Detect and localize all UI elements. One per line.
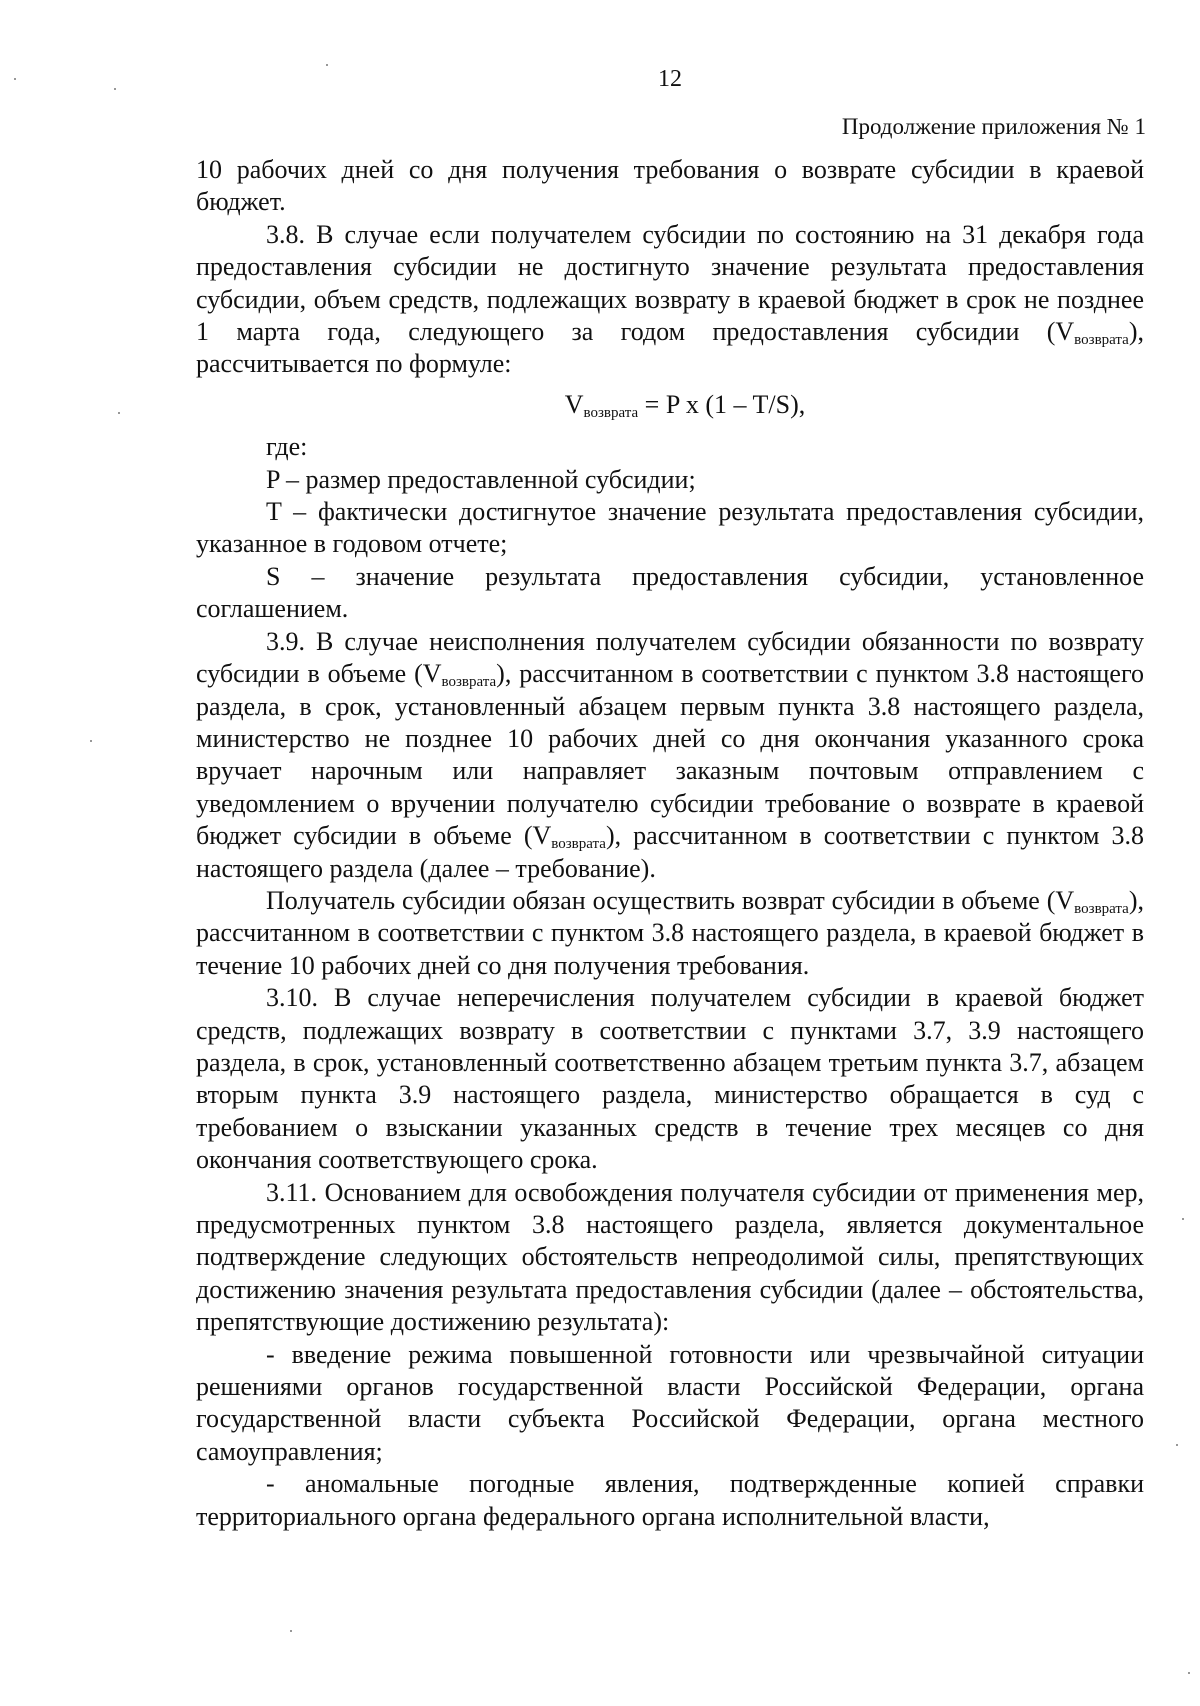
paragraph-text: ), рассчитанном в соответствии с пунктом 3.8 настоящего раздела, в срок, установленный абзацем первым пункта 3.8 настоящего раздела, министерство не позднее 10 рабочих дней со дня окончания указанного срока вручает нарочным или направляет заказным почтовым отправлением с уведомлением о вручении получателю субсидии требование о возврате в краевой бюджет субсидии в объеме (V (196, 659, 1144, 851)
paragraph-3-8 (196, 219, 1144, 381)
scan-speck (1188, 1672, 1190, 1674)
paragraph-3-9 (196, 626, 1144, 885)
subscript-label: возврата (551, 836, 606, 853)
document-body (196, 154, 1144, 1533)
scan-speck (290, 1630, 292, 1632)
subscript-label: возврата (1074, 900, 1129, 917)
subscript-label: возврата (1074, 332, 1129, 349)
scan-speck (90, 740, 92, 742)
paragraph-text: ), рассчитывается по формуле: (196, 317, 1144, 379)
definition-t: T – фактически достигнутое значение результата предоставления субсидии, указанное в годовом отчете; (196, 497, 1144, 559)
definition-p: P – размер предоставленной субсидии; (266, 464, 696, 494)
scan-speck (114, 88, 116, 90)
paragraph-text: ), рассчитанном в соответствии с пунктом 3.8 настоящего раздела (далее – требование). (196, 821, 1145, 883)
paragraph-text: 3.9. В случае неисполнения получателем субсидии обязанности по возврату субсидии в объеме (V (196, 626, 1144, 689)
return-formula (196, 389, 1144, 421)
paragraph-3-11: 3.11. Основанием для освобождения получателя субсидии от применения мер, предусмотренных пунктом 3.8 настоящего раздела, является документальное подтверждение следующих обстоятельств непреодолимой силы, препятствующих достижению значения результата предоставления субсидии (далее – обстоятельства, препятствующие достижению результата): (196, 1177, 1144, 1337)
scan-speck (14, 78, 16, 80)
formula-expression: = P x (1 – T/S), (638, 389, 806, 419)
paragraph-continuation: 10 рабочих дней со дня получения требования о возврате субсидии в краевой бюджет. (196, 155, 1144, 217)
formula-variable: V (564, 389, 584, 419)
subscript-label: возврата (583, 404, 639, 421)
scan-speck (118, 412, 120, 414)
page-number: 12 (658, 66, 682, 92)
scan-speck (326, 64, 328, 66)
scan-speck (1182, 1218, 1184, 1220)
paragraph-text: 3.8. В случае если получателем субсидии по состоянию на 31 декабря года предоставления субсидии не достигнуто значение результата предоставления субсидии, объем средств, подлежащих возврату в краевой бюджет в срок не позднее 1 марта года, следующего за годом предоставления субсидии (V (196, 219, 1144, 347)
subscript-label: возврата (441, 674, 497, 691)
list-item-weather-events: - аномальные погодные явления, подтвержденные копией справки территориального органа федерального органа исполнительной власти, (196, 1469, 1144, 1531)
paragraph-where: где: (266, 432, 308, 462)
paragraph-text: Получатель субсидии обязан осуществить возврат субсидии в объеме (V (266, 885, 1075, 915)
paragraph-text: ), рассчитанном в соответствии с пунктом 3.8 настоящего раздела, в краевой бюджет в течение 10 рабочих дней со дня получения требования. (196, 885, 1144, 980)
list-item-emergency-regime: - введение режима повышенной готовности или чрезвычайной ситуации решениями органов государственной власти Российской Федерации, органа государственной власти субъекта Российской Федерации, органа местного самоуправления; (196, 1339, 1144, 1466)
paragraph-recipient-obligation (196, 885, 1144, 982)
definition-s: S – значение результата предоставления субсидии, установленное соглашением. (196, 561, 1144, 624)
appendix-continuation-note: Продолжение приложения № 1 (841, 114, 1146, 139)
paragraph-3-10: 3.10. В случае неперечисления получателем субсидии в краевой бюджет средств, подлежащих возврату в соответствии с пунктами 3.7, 3.9 настоящего раздела, в срок, установленный соответственно абзацем третьим пункта 3.7, абзацем вторым пункта 3.9 настоящего раздела, министерство обращается в суд с требованием о взыскании указанных средств в течение трех месяцев со дня окончания соответствующего срока. (196, 983, 1144, 1175)
scan-speck (1176, 1444, 1178, 1446)
